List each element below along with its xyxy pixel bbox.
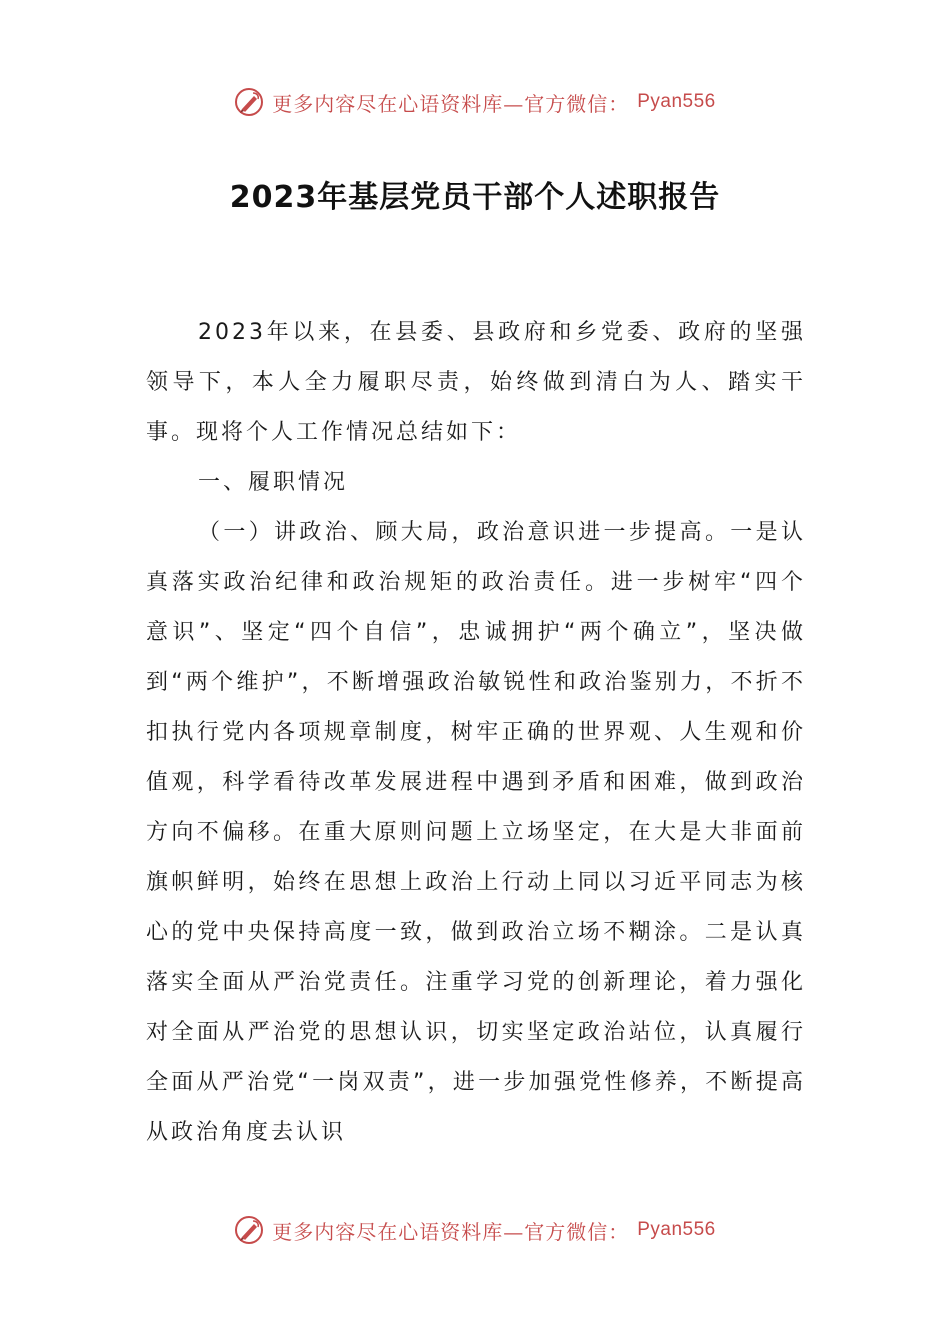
document-title: 2023年基层党员干部个人述职报告 [229,180,721,215]
document-body [146,308,806,1158]
header-watermark [0,82,950,122]
intro-paragraph: 2023年以来，在县委、县政府和乡党委、政府的坚强领导下，本人全力履职尽责，始终做到清白为人、踏实干事。现将个人工作情况总结如下： [146,320,806,445]
watermark-text: 更多内容尽在心语资料库—官方微信： [272,91,630,116]
watermark-wechat-id: Pyan556 [637,91,716,112]
watermark-wechat-id: Pyan556 [637,1219,716,1240]
section-heading: 一、履职情况 [198,470,349,495]
footer-watermark [0,1210,950,1250]
pen-logo-icon [234,1215,264,1245]
watermark-text: 更多内容尽在心语资料库—官方微信： [272,1219,630,1244]
body-paragraph: （一）讲政治、顾大局，政治意识进一步提高。一是认真落实政治纪律和政治规矩的政治责任。进一步树牢“四个意识”、坚定“四个自信”，忠诚拥护“两个确立”，坚决做到“两个维护”，不断增强政治敏锐性和政治鉴别力，不折不扣执行党内各项规章制度，树牢正确的世界观、人生观和价值观，科学看待改革发展进程中遇到矛盾和困难，做到政治方向不偏移。在重大原则问题上立场坚定，在大是大非面前旗帜鲜明，始终在思想上政治上行动上同以习近平同志为核心的党中央保持高度一致，做到政治立场不糊涂。二是认真落实全面从严治党责任。注重学习党的创新理论，着力强化对全面从严治党的思想认识，切实坚定政治站位，认真履行全面从严治党“一岗双责”，进一步加强党性修养，不断提高从政治角度去认识 [146,520,806,1145]
pen-logo-icon [234,87,264,117]
